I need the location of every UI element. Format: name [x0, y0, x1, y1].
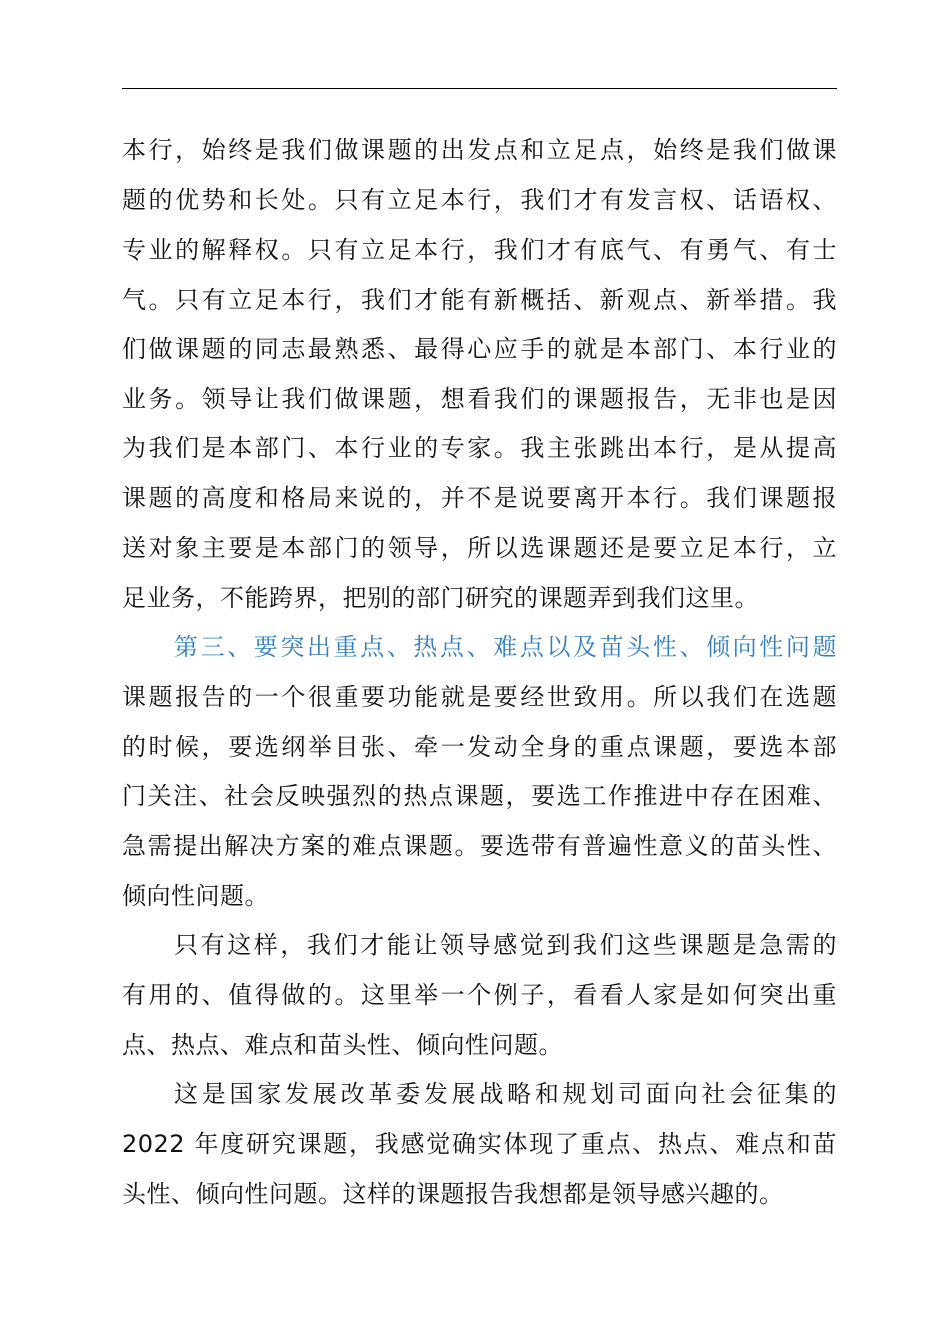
text-line: 们做课题的同志最熟悉、最得心应手的就是本部门、本行业的: [122, 335, 837, 363]
text-line: 题的优势和长处。只有立足本行，我们才有发言权、话语权、: [122, 186, 837, 214]
text-line: 气。只有立足本行，我们才能有新概括、新观点、新举措。我: [122, 286, 837, 314]
text-line: 2022 年度研究课题，我感觉确实体现了重点、热点、难点和苗: [122, 1130, 837, 1158]
text-line: 送对象主要是本部门的领导，所以选课题还是要立足本行，立: [122, 534, 837, 562]
text-line: 专业的解释权。只有立足本行，我们才有底气、有勇气、有士: [122, 236, 837, 264]
text-line: 的时候，要选纲举目张、牵一发动全身的重点课题，要选本部: [122, 733, 837, 761]
text-line: 点、热点、难点和苗头性、倾向性问题。: [122, 1031, 563, 1059]
text-line: 业务。领导让我们做课题，想看我们的课题报告，无非也是因: [122, 385, 837, 413]
text-line: 课题的高度和格局来说的，并不是说要离开本行。我们课题报: [122, 484, 837, 512]
text-line: 头性、倾向性问题。这样的课题报告我想都是领导感兴趣的。: [122, 1180, 784, 1208]
text-line: 门关注、社会反映强烈的热点课题，要选工作推进中存在困难、: [122, 782, 837, 810]
text-line: 足业务，不能跨界，把别的部门研究的课题弄到我们这里。: [122, 584, 759, 612]
text-line: 有用的、值得做的。这里举一个例子，看看人家是如何突出重: [122, 981, 837, 1009]
text-line: 倾向性问题。: [122, 882, 269, 910]
text-line: 课题报告的一个很重要功能就是要经世致用。所以我们在选题: [122, 683, 837, 711]
header-rule: [122, 88, 837, 89]
section-heading: 第三、要突出重点、热点、难点以及苗头性、倾向性问题: [174, 633, 837, 661]
text-line: 这是国家发展改革委发展战略和规划司面向社会征集的: [174, 1080, 837, 1108]
text-line: 只有这样，我们才能让领导感觉到我们这些课题是急需的: [174, 931, 837, 959]
text-line: 本行，始终是我们做课题的出发点和立足点，始终是我们做课: [122, 136, 837, 164]
text-line: 急需提出解决方案的难点课题。要选带有普遍性意义的苗头性、: [122, 832, 837, 860]
text-line: 为我们是本部门、本行业的专家。我主张跳出本行，是从提高: [122, 434, 837, 462]
